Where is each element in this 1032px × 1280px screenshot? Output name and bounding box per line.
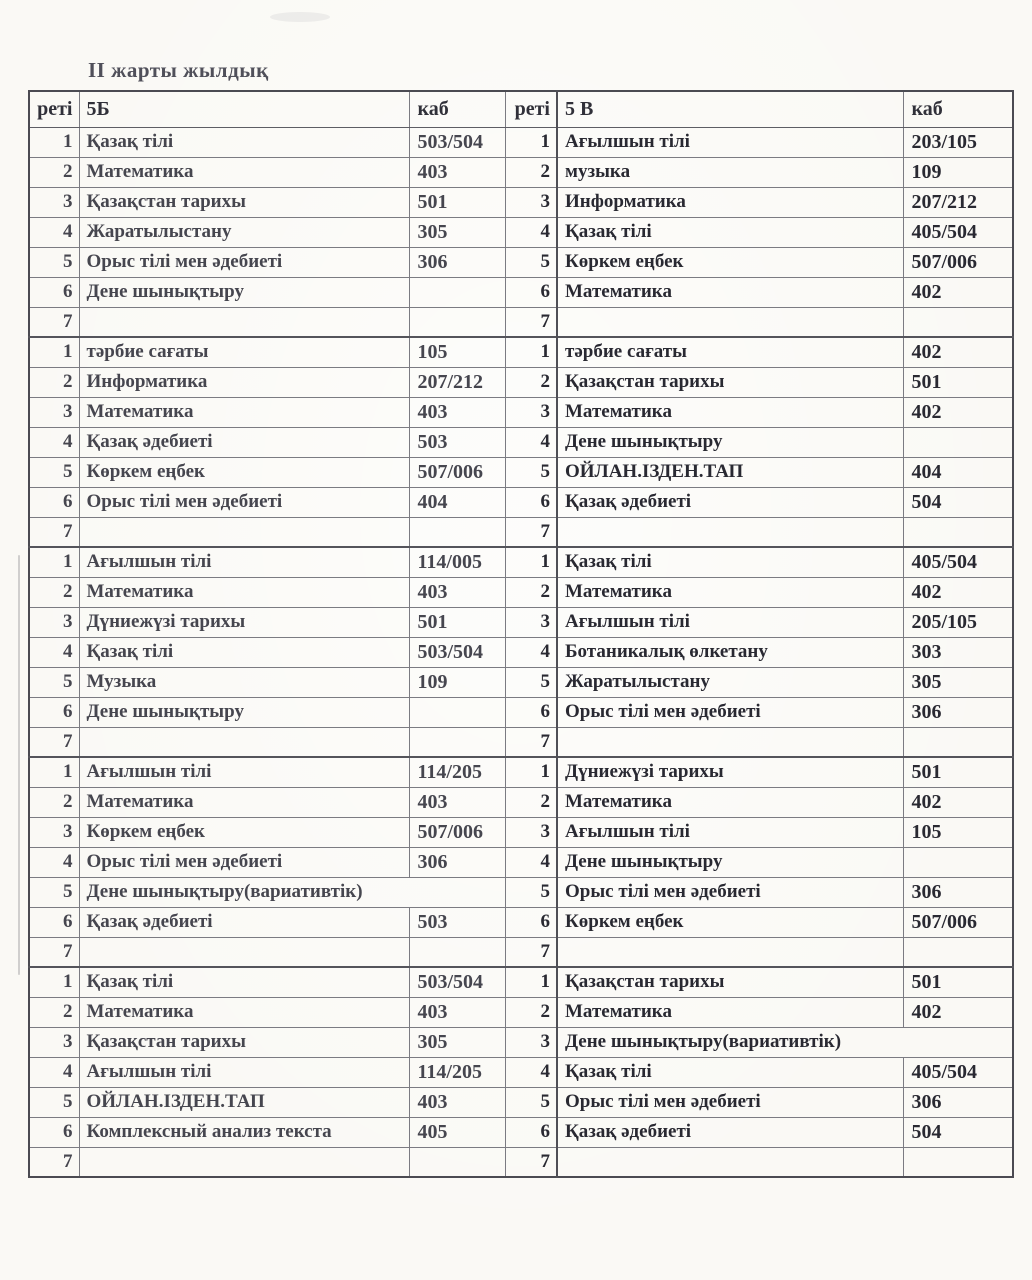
- room-left: 403: [409, 1087, 505, 1117]
- schedule-row: [29, 637, 1013, 667]
- room-left: 305: [409, 217, 505, 247]
- room-right: 501: [903, 967, 1013, 997]
- subject-left: Математика: [79, 787, 409, 817]
- schedule-row: [29, 1147, 1013, 1177]
- room-left: 114/205: [409, 1057, 505, 1087]
- subject-left: Қазақ тілі: [79, 967, 409, 997]
- lesson-number-left: 2: [29, 367, 79, 397]
- lesson-number-left: 4: [29, 847, 79, 877]
- subject-left: Математика: [79, 157, 409, 187]
- room-right: 402: [903, 997, 1013, 1027]
- subject-left: Дене шынықтыру: [79, 277, 409, 307]
- lesson-number-right: 1: [505, 757, 557, 787]
- schedule-row: [29, 277, 1013, 307]
- lesson-number-right: 5: [505, 667, 557, 697]
- lesson-number-left: 5: [29, 247, 79, 277]
- schedule-row: [29, 457, 1013, 487]
- room-right: 504: [903, 487, 1013, 517]
- subject-right: Ботаникалық өлкетану: [557, 637, 903, 667]
- subject-right: Қазақ әдебиеті: [557, 1117, 903, 1147]
- schedule-row: [29, 697, 1013, 727]
- subject-left: Дүниежүзі тарихы: [79, 607, 409, 637]
- subject-right: Орыс тілі мен әдебиеті: [557, 697, 903, 727]
- subject-right: Орыс тілі мен әдебиеті: [557, 877, 903, 907]
- lesson-number-left: 5: [29, 1087, 79, 1117]
- subject-right: Математика: [557, 397, 903, 427]
- lesson-number-left: 4: [29, 1057, 79, 1087]
- schedule-row: [29, 157, 1013, 187]
- lesson-number-right: 4: [505, 217, 557, 247]
- room-right: 402: [903, 337, 1013, 367]
- subject-left: Музыка: [79, 667, 409, 697]
- lesson-number-right: 1: [505, 337, 557, 367]
- header-class-right: 5 В: [557, 91, 903, 127]
- subject-left: Орыс тілі мен әдебиеті: [79, 847, 409, 877]
- lesson-number-right: 6: [505, 1117, 557, 1147]
- subject-right: [557, 307, 903, 337]
- lesson-number-left: 6: [29, 907, 79, 937]
- room-right: [903, 517, 1013, 547]
- subject-right: Қазақ тілі: [557, 547, 903, 577]
- schedule-row: [29, 577, 1013, 607]
- room-left: 114/205: [409, 757, 505, 787]
- room-right: [903, 1147, 1013, 1177]
- lesson-number-right: 2: [505, 787, 557, 817]
- schedule-row: [29, 817, 1013, 847]
- room-left: 403: [409, 157, 505, 187]
- schedule-row: [29, 787, 1013, 817]
- room-right: 109: [903, 157, 1013, 187]
- room-left: [409, 1147, 505, 1177]
- lesson-number-right: 4: [505, 427, 557, 457]
- schedule-row: [29, 847, 1013, 877]
- subject-right: Көркем еңбек: [557, 247, 903, 277]
- room-right: 405/504: [903, 547, 1013, 577]
- room-left: 403: [409, 997, 505, 1027]
- lesson-number-right: 4: [505, 847, 557, 877]
- room-right: [903, 427, 1013, 457]
- lesson-number-left: 3: [29, 607, 79, 637]
- schedule-row: [29, 187, 1013, 217]
- lesson-number-right: 2: [505, 997, 557, 1027]
- lesson-number-left: 5: [29, 877, 79, 907]
- room-right: 402: [903, 397, 1013, 427]
- subject-left: Жаратылыстану: [79, 217, 409, 247]
- subject-right: Дене шынықтыру(вариативтік): [557, 1027, 1013, 1057]
- room-left: 403: [409, 397, 505, 427]
- header-order-right: реті: [505, 91, 557, 127]
- subject-left: Орыс тілі мен әдебиеті: [79, 487, 409, 517]
- subject-right: [557, 517, 903, 547]
- lesson-number-left: 7: [29, 937, 79, 967]
- schedule-row: [29, 247, 1013, 277]
- room-right: 203/105: [903, 127, 1013, 157]
- room-left: 306: [409, 247, 505, 277]
- lesson-number-left: 5: [29, 457, 79, 487]
- room-left: 114/005: [409, 547, 505, 577]
- subject-left: Ағылшын тілі: [79, 757, 409, 787]
- subject-left: Математика: [79, 397, 409, 427]
- subject-left: [79, 937, 409, 967]
- subject-left: Қазақстан тарихы: [79, 1027, 409, 1057]
- lesson-number-right: 5: [505, 457, 557, 487]
- room-left: 501: [409, 607, 505, 637]
- lesson-number-left: 7: [29, 1147, 79, 1177]
- subject-left: Ағылшын тілі: [79, 1057, 409, 1087]
- lesson-number-right: 3: [505, 187, 557, 217]
- lesson-number-right: 6: [505, 487, 557, 517]
- lesson-number-left: 1: [29, 757, 79, 787]
- schedule-body: [29, 127, 1013, 1177]
- lesson-number-left: 6: [29, 277, 79, 307]
- room-left: 403: [409, 577, 505, 607]
- lesson-number-left: 2: [29, 157, 79, 187]
- room-left: [409, 727, 505, 757]
- lesson-number-right: 3: [505, 397, 557, 427]
- room-left: 503: [409, 427, 505, 457]
- schedule-row: [29, 667, 1013, 697]
- schedule-row: [29, 727, 1013, 757]
- lesson-number-right: 6: [505, 907, 557, 937]
- room-right: 306: [903, 877, 1013, 907]
- subject-right: Математика: [557, 787, 903, 817]
- room-right: 205/105: [903, 607, 1013, 637]
- room-left: 109: [409, 667, 505, 697]
- lesson-number-right: 3: [505, 607, 557, 637]
- scan-artifact: [270, 12, 330, 22]
- schedule-row: [29, 997, 1013, 1027]
- lesson-number-right: 2: [505, 577, 557, 607]
- room-left: [409, 937, 505, 967]
- subject-right: Математика: [557, 577, 903, 607]
- subject-left: ОЙЛАН.ІЗДЕН.ТАП: [79, 1087, 409, 1117]
- schedule-row: [29, 907, 1013, 937]
- subject-left: Қазақ әдебиеті: [79, 427, 409, 457]
- lesson-number-right: 2: [505, 367, 557, 397]
- lesson-number-right: 7: [505, 307, 557, 337]
- subject-left: Көркем еңбек: [79, 457, 409, 487]
- schedule-row: [29, 757, 1013, 787]
- room-right: 306: [903, 1087, 1013, 1117]
- room-left: 403: [409, 787, 505, 817]
- lesson-number-left: 6: [29, 697, 79, 727]
- room-left: 503/504: [409, 127, 505, 157]
- subject-right: Математика: [557, 997, 903, 1027]
- subject-right: Математика: [557, 277, 903, 307]
- lesson-number-left: 2: [29, 787, 79, 817]
- room-left: 503: [409, 907, 505, 937]
- lesson-number-right: 5: [505, 247, 557, 277]
- subject-right: [557, 937, 903, 967]
- subject-left: Математика: [79, 577, 409, 607]
- subject-left: Қазақ әдебиеті: [79, 907, 409, 937]
- schedule-row: [29, 517, 1013, 547]
- subject-left: Көркем еңбек: [79, 817, 409, 847]
- subject-right: музыка: [557, 157, 903, 187]
- subject-right: Қазақ әдебиеті: [557, 487, 903, 517]
- lesson-number-left: 3: [29, 397, 79, 427]
- room-left: 405: [409, 1117, 505, 1147]
- lesson-number-right: 6: [505, 697, 557, 727]
- header-class-left: 5Б: [79, 91, 409, 127]
- lesson-number-right: 7: [505, 1147, 557, 1177]
- room-left: 207/212: [409, 367, 505, 397]
- lesson-number-right: 7: [505, 517, 557, 547]
- subject-right: Дене шынықтыру: [557, 427, 903, 457]
- subject-right: Ағылшын тілі: [557, 127, 903, 157]
- schedule-row: [29, 397, 1013, 427]
- schedule-row: [29, 367, 1013, 397]
- schedule-row: [29, 967, 1013, 997]
- subject-right: Қазақ тілі: [557, 217, 903, 247]
- room-left: 305: [409, 1027, 505, 1057]
- subject-right: Көркем еңбек: [557, 907, 903, 937]
- room-left: [409, 307, 505, 337]
- subject-right: Орыс тілі мен әдебиеті: [557, 1087, 903, 1117]
- room-right: 405/504: [903, 217, 1013, 247]
- room-left: 105: [409, 337, 505, 367]
- schedule-row: [29, 937, 1013, 967]
- subject-left: [79, 1147, 409, 1177]
- subject-left: Қазақ тілі: [79, 127, 409, 157]
- room-right: [903, 307, 1013, 337]
- room-right: 507/006: [903, 907, 1013, 937]
- room-left: 503/504: [409, 967, 505, 997]
- subject-right: Ағылшын тілі: [557, 607, 903, 637]
- room-right: 501: [903, 757, 1013, 787]
- subject-right: Жаратылыстану: [557, 667, 903, 697]
- room-right: [903, 937, 1013, 967]
- schedule-row: [29, 127, 1013, 157]
- room-right: 402: [903, 277, 1013, 307]
- subject-left: Дене шынықтыру(вариативтік): [79, 877, 505, 907]
- room-left: 404: [409, 487, 505, 517]
- lesson-number-right: 1: [505, 547, 557, 577]
- room-right: [903, 727, 1013, 757]
- room-right: 504: [903, 1117, 1013, 1147]
- room-right: 501: [903, 367, 1013, 397]
- lesson-number-left: 1: [29, 337, 79, 367]
- subject-left: [79, 727, 409, 757]
- room-left: 503/504: [409, 637, 505, 667]
- lesson-number-left: 5: [29, 667, 79, 697]
- schedule-row: [29, 427, 1013, 457]
- room-right: 303: [903, 637, 1013, 667]
- lesson-number-right: 7: [505, 727, 557, 757]
- lesson-number-left: 4: [29, 427, 79, 457]
- room-left: [409, 697, 505, 727]
- subject-right: Қазақ тілі: [557, 1057, 903, 1087]
- lesson-number-left: 4: [29, 217, 79, 247]
- lesson-number-left: 7: [29, 727, 79, 757]
- header-room-left: каб: [409, 91, 505, 127]
- subject-left: [79, 517, 409, 547]
- lesson-number-left: 1: [29, 967, 79, 997]
- lesson-number-right: 4: [505, 1057, 557, 1087]
- scan-artifact: [18, 555, 20, 975]
- lesson-number-left: 2: [29, 577, 79, 607]
- room-right: 105: [903, 817, 1013, 847]
- subject-left: Қазақ тілі: [79, 637, 409, 667]
- subject-right: тәрбие сағаты: [557, 337, 903, 367]
- lesson-number-left: 3: [29, 817, 79, 847]
- room-right: 305: [903, 667, 1013, 697]
- schedule-table: [28, 90, 1014, 1178]
- header-row: [29, 91, 1013, 127]
- subject-left: Дене шынықтыру: [79, 697, 409, 727]
- schedule-row: [29, 337, 1013, 367]
- schedule-row: [29, 877, 1013, 907]
- lesson-number-right: 6: [505, 277, 557, 307]
- schedule-row: [29, 547, 1013, 577]
- room-left: [409, 277, 505, 307]
- lesson-number-right: 7: [505, 937, 557, 967]
- room-right: 306: [903, 697, 1013, 727]
- subject-left: Орыс тілі мен әдебиеті: [79, 247, 409, 277]
- lesson-number-left: 3: [29, 1027, 79, 1057]
- room-left: 507/006: [409, 457, 505, 487]
- room-right: 402: [903, 577, 1013, 607]
- subject-right: ОЙЛАН.ІЗДЕН.ТАП: [557, 457, 903, 487]
- room-left: 507/006: [409, 817, 505, 847]
- subject-right: Информатика: [557, 187, 903, 217]
- room-right: [903, 847, 1013, 877]
- subject-left: Комплексный анализ текста: [79, 1117, 409, 1147]
- subject-right: Қазақстан тарихы: [557, 967, 903, 997]
- room-right: 405/504: [903, 1057, 1013, 1087]
- room-left: 306: [409, 847, 505, 877]
- lesson-number-right: 3: [505, 817, 557, 847]
- room-right: 402: [903, 787, 1013, 817]
- page-title: ІІ жарты жылдық: [88, 58, 269, 82]
- subject-right: [557, 727, 903, 757]
- header-order-left: реті: [29, 91, 79, 127]
- subject-right: [557, 1147, 903, 1177]
- lesson-number-left: 1: [29, 547, 79, 577]
- lesson-number-left: 7: [29, 517, 79, 547]
- schedule-row: [29, 307, 1013, 337]
- subject-left: Информатика: [79, 367, 409, 397]
- lesson-number-left: 6: [29, 487, 79, 517]
- subject-right: Дене шынықтыру: [557, 847, 903, 877]
- lesson-number-right: 5: [505, 1087, 557, 1117]
- subject-right: Ағылшын тілі: [557, 817, 903, 847]
- lesson-number-right: 1: [505, 127, 557, 157]
- schedule-row: [29, 1087, 1013, 1117]
- subject-right: Дүниежүзі тарихы: [557, 757, 903, 787]
- schedule-row: [29, 1027, 1013, 1057]
- lesson-number-right: 5: [505, 877, 557, 907]
- lesson-number-left: 6: [29, 1117, 79, 1147]
- lesson-number-left: 7: [29, 307, 79, 337]
- lesson-number-right: 3: [505, 1027, 557, 1057]
- header-room-right: каб: [903, 91, 1013, 127]
- lesson-number-left: 4: [29, 637, 79, 667]
- room-right: 207/212: [903, 187, 1013, 217]
- lesson-number-right: 2: [505, 157, 557, 187]
- subject-left: Математика: [79, 997, 409, 1027]
- room-right: 507/006: [903, 247, 1013, 277]
- room-left: 501: [409, 187, 505, 217]
- subject-left: [79, 307, 409, 337]
- schedule-row: [29, 1057, 1013, 1087]
- lesson-number-left: 1: [29, 127, 79, 157]
- lesson-number-right: 4: [505, 637, 557, 667]
- subject-left: Қазақстан тарихы: [79, 187, 409, 217]
- subject-left: тәрбие сағаты: [79, 337, 409, 367]
- schedule-row: [29, 607, 1013, 637]
- subject-right: Қазақстан тарихы: [557, 367, 903, 397]
- lesson-number-left: 2: [29, 997, 79, 1027]
- lesson-number-left: 3: [29, 187, 79, 217]
- room-right: 404: [903, 457, 1013, 487]
- schedule-row: [29, 487, 1013, 517]
- schedule-row: [29, 217, 1013, 247]
- schedule-row: [29, 1117, 1013, 1147]
- lesson-number-right: 1: [505, 967, 557, 997]
- subject-left: Ағылшын тілі: [79, 547, 409, 577]
- room-left: [409, 517, 505, 547]
